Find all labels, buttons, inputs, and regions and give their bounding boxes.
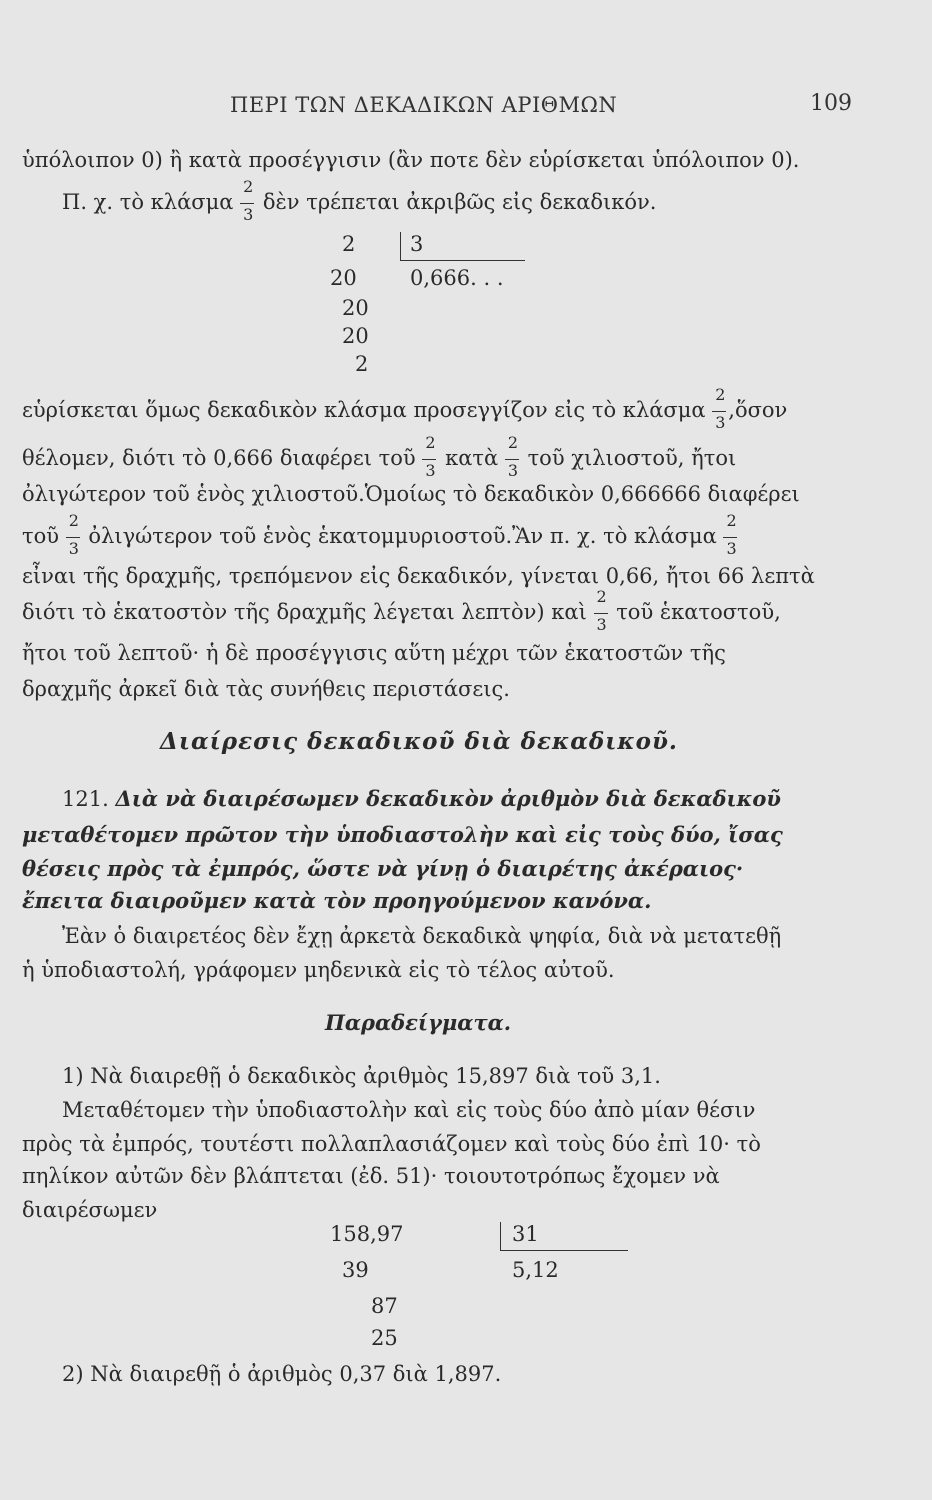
rule-line: θέσεις πρὸς τὰ ἐμπρός, ὥστε νὰ γίνῃ ὁ διαιρέτης ἀκέραιος· [22, 856, 744, 881]
running-header: ΠΕΡΙ ΤΩΝ ΔΕΚΑΔΙΚΩΝ ΑΡΙΘΜΩΝ [230, 93, 618, 117]
text-line: εἶναι τῆς δραχμῆς, τρεπόμενον εἰς δεκαδικόν, γίνεται 0,66, ἤτοι 66 λεπτὰ [22, 564, 815, 588]
text-line [22, 384, 822, 432]
text-line [22, 432, 822, 480]
fraction-two-thirds [723, 510, 739, 558]
text-line: διαιρέσωμεν [22, 1198, 158, 1222]
fraction-bar [712, 411, 726, 412]
fraction-numerator: 2 [726, 510, 737, 530]
fraction-numerator: 2 [715, 384, 726, 404]
text-line: Μεταθέτομεν τὴν ὑποδιαστολὴν καὶ εἰς τοὺς δύο ἀπὸ μίαν θέσιν [62, 1098, 756, 1122]
quotient: 5,12 [512, 1258, 559, 1282]
division-bar-vertical [400, 232, 401, 260]
section-title: Διαίρεσις δεκαδικοῦ διὰ δεκαδικοῦ. [160, 728, 678, 755]
division-bar-horizontal [500, 1250, 628, 1251]
fraction-two-thirds [422, 432, 438, 480]
fraction-numerator: 2 [243, 176, 254, 196]
fraction-denominator: 3 [425, 460, 436, 480]
fraction-bar [240, 203, 254, 204]
divisor: 31 [512, 1222, 539, 1246]
fraction-bar [594, 613, 608, 614]
quotient: 0,666. . . [410, 266, 504, 290]
text-line: 1) Νὰ διαιρεθῇ ὁ δεκαδικὸς ἀριθμὸς 15,897 διὰ τοῦ 3,1. [62, 1064, 661, 1088]
text-segment: εὑρίσκεται ὅμως δεκαδικὸν κλάσμα προσεγγίζον εἰς τὸ κλάσμα [22, 398, 706, 422]
rule-line: μεταθέτομεν πρῶτον τὴν ὑποδιαστολὴν καὶ εἰς τοὺς δύο, ἴσας [22, 822, 783, 847]
text-line: 2) Νὰ διαιρεθῇ ὁ ἀριθμὸς 0,37 διὰ 1,897. [62, 1362, 502, 1386]
fraction-denominator: 3 [68, 538, 79, 558]
division-step: 20 [342, 324, 369, 348]
fraction-denominator: 3 [726, 538, 737, 558]
fraction-two-thirds [66, 510, 82, 558]
fraction-denominator: 3 [507, 460, 519, 480]
fraction-denominator: 3 [243, 204, 254, 224]
text-segment: ὀλιγώτερον τοῦ ἑνὸς ἑκατομμυριοστοῦ.Ἂν π. χ. τὸ κλάσμα [88, 524, 717, 548]
text-segment: ,ὅσον [728, 398, 788, 422]
text-segment: θέλομεν, διότι τὸ 0,666 διαφέρει τοῦ [22, 446, 416, 470]
text-line [22, 510, 822, 558]
divisor: 3 [410, 232, 424, 256]
fraction-numerator: 2 [68, 510, 79, 530]
division-step: 25 [371, 1326, 398, 1350]
division-step: 20 [330, 266, 357, 290]
text-line: ὀλιγώτερον τοῦ ἑνὸς χιλιοστοῦ.Ὁμοίως τὸ δεκαδικὸν 0,666666 διαφέρει [22, 482, 800, 506]
fraction-two-thirds [594, 586, 610, 634]
text-segment: τοῦ ἑκατοστοῦ, [616, 600, 781, 624]
rule-text: Διὰ νὰ διαιρέσωμεν δεκαδικὸν ἀριθμὸν διὰ δεκαδικοῦ [115, 786, 781, 811]
division-step: 39 [342, 1258, 369, 1282]
division-bar-vertical [500, 1222, 501, 1250]
division-step: 87 [371, 1294, 398, 1318]
text-segment: Π. χ. τὸ κλάσμα [62, 190, 234, 214]
examples-title: Παραδείγματα. [325, 1010, 512, 1035]
text-line: δραχμῆς ἀρκεῖ διὰ τὰς συνήθεις περιστάσεις. [22, 677, 510, 701]
text-line [22, 586, 822, 634]
fraction-numerator: 2 [596, 586, 607, 606]
page-number: 109 [810, 91, 852, 116]
fraction-numerator: 2 [425, 432, 436, 452]
fraction-two-thirds [240, 176, 256, 224]
text-line: Ἐὰν ὁ διαιρετέος δὲν ἔχῃ ἀρκετὰ δεκαδικὰ ψηφία, διὰ νὰ μετατεθῇ [62, 924, 782, 948]
division-bar-horizontal [400, 260, 525, 261]
rule-line [62, 786, 822, 811]
division-step: 2 [342, 232, 356, 256]
text-segment: διότι τὸ ἑκατοστὸν τῆς δραχμῆς λέγεται λεπτὸν) καὶ [22, 600, 587, 624]
text-segment: δὲν τρέπεται ἀκριβῶς εἰς δεκαδικόν. [262, 190, 657, 214]
division-step: 2 [355, 352, 369, 376]
text-segment: τοῦ χιλιοστοῦ, ἤτοι [527, 446, 737, 470]
text-line: πρὸς τὰ ἐμπρός, τουτέστι πολλαπλασιάζομεν καὶ τοὺς δύο ἐπὶ 10· τὸ [22, 1132, 761, 1156]
fraction-bar [422, 459, 436, 460]
fraction-denominator: 3 [596, 614, 607, 634]
rule-number: 121. [62, 787, 109, 811]
division-step: 158,97 [330, 1222, 404, 1246]
fraction-two-thirds [712, 384, 728, 432]
text-line [62, 176, 862, 224]
fraction-bar [723, 537, 737, 538]
text-segment: τοῦ [22, 524, 60, 548]
division-step: 20 [342, 296, 369, 320]
fraction-denominator: 3 [715, 412, 726, 432]
fraction-bar [505, 459, 519, 460]
fraction-two-thirds [505, 432, 521, 480]
fraction-numerator: 2 [507, 432, 519, 452]
text-line: ἤτοι τοῦ λεπτοῦ· ἡ δὲ προσέγγισις αὕτη μέχρι τῶν ἑκατοστῶν τῆς [22, 641, 726, 665]
text-line: ἡ ὑποδιαστολή, γράφομεν μηδενικὰ εἰς τὸ τέλος αὐτοῦ. [22, 958, 615, 982]
fraction-bar [66, 537, 80, 538]
text-segment: κατὰ [445, 446, 499, 470]
text-line: πηλίκον αὐτῶν δὲν βλάπτεται (ἐδ. 51)· τοιουτοτρόπως ἔχομεν νὰ [22, 1164, 720, 1188]
rule-line: ἔπειτα διαιροῦμεν κατὰ τὸν προηγούμενον κανόνα. [22, 888, 652, 913]
text-line: ὑπόλοιπον 0) ἢ κατὰ προσέγγισιν (ἂν ποτε δὲν εὑρίσκεται ὑπόλοιπον 0). [22, 148, 800, 172]
